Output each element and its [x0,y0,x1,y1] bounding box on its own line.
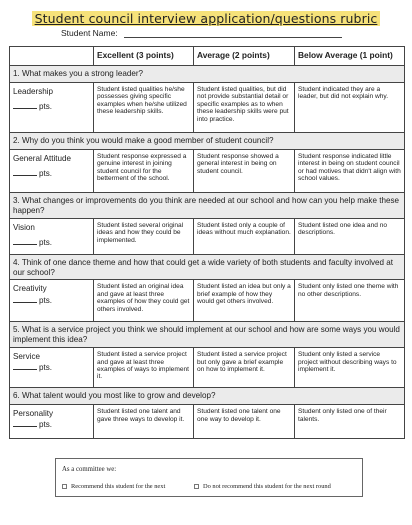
header-row [10,47,405,66]
points-blank [13,302,37,303]
below-average-cell: Student indicated they are a leader, but did not explain why. [295,83,405,133]
criterion-cell [10,405,94,439]
question-text: 5. What is a service project you think we should implement at our school and how are some ways you would implement this idea? [10,322,405,348]
criterion-label: Creativity [13,284,47,294]
points-label: pts. [39,102,53,112]
points-blank [13,244,37,245]
below-average-cell: Student listed one idea and no descriptions. [295,218,405,254]
excellent-cell: Student listed several original ideas and how they could be implemented. [94,218,194,254]
points-label: pts. [39,169,53,179]
average-cell: Student listed an idea but only a brief example of how they would get others involved. [194,280,295,322]
header-excellent: Excellent (3 points) [94,47,194,66]
title-wrap [0,10,412,28]
points-label: pts. [39,363,53,373]
recommend-label: Recommend this student for the next [71,483,166,490]
points-label: pts. [39,420,53,430]
question-row [10,254,405,280]
criterion-label: Leadership [13,87,54,96]
criterion-cell [10,280,94,322]
excellent-cell: Student listed an original idea and gave at least three examples of how they could get others involved. [94,280,194,322]
not-recommend-option[interactable] [194,483,331,490]
student-name-line [124,29,342,38]
page-title: Student council interview application/questions rubric [32,11,381,26]
question-text: 2. Why do you think you would make a good member of student council? [10,133,405,150]
excellent-cell: Student listed qualities he/she possesses giving specific examples when he/she utilized these leadership skills. [94,83,194,133]
question-row [10,66,405,83]
question-row [10,388,405,405]
below-average-cell: Student only listed one of their talents. [295,405,405,439]
committee-label: As a committee we: [62,466,117,473]
criterion-label: Personality [13,409,54,419]
question-text: 4. Think of one dance theme and how that could get a wide variety of both students and faculty involved at our school? [10,254,405,280]
excellent-cell: Student listed one talent and gave three ways to develop it. [94,405,194,439]
header-average: Average (2 points) [194,47,295,66]
criteria-row [10,280,405,322]
criterion-cell [10,348,94,388]
average-cell: Student listed a service project but only gave a brief example on how to implement it. [194,348,295,388]
rubric-table [9,46,405,439]
points-label: pts. [39,295,53,305]
points-blank [13,175,37,176]
criteria-row [10,348,405,388]
question-text: 1. What makes you a strong leader? [10,66,405,83]
excellent-cell: Student listed a service project and gave at least three examples of ways to implement it. [94,348,194,388]
question-row [10,133,405,150]
criterion-cell [10,150,94,193]
criterion-cell [10,218,94,254]
header-below-average: Below Average (1 point) [295,47,405,66]
student-name-label: Student Name: [61,28,118,38]
average-cell: Student response showed a general interest in being on student council. [194,150,295,193]
not-recommend-checkbox[interactable] [194,484,199,489]
points-blank [13,426,37,427]
recommend-option[interactable] [62,483,165,490]
below-average-cell: Student response indicated little interest in being on student council or had motives that didn't align with school values. [295,150,405,193]
not-recommend-label: Do not recommend this student for the next round [203,483,331,490]
criterion-label: Vision [13,222,35,232]
question-row [10,193,405,219]
committee-decision-box [55,458,363,497]
average-cell: Student listed one talent one one way to develop it. [194,405,295,439]
average-cell: Student listed qualities, but did not provide substantial detail or specific examples as to when these leadership skills were put into practice. [194,83,295,133]
criterion-label: General Attitude [13,154,72,163]
question-text: 3. What changes or improvements do you think are needed at our school and how can you help make these happen? [10,193,405,219]
below-average-cell: Student only listed one theme with no other descriptions. [295,280,405,322]
criterion-cell [10,83,94,133]
recommend-checkbox[interactable] [62,484,67,489]
question-row [10,322,405,348]
student-name-field [61,28,342,38]
criteria-row [10,83,405,133]
points-blank [13,108,37,109]
points-blank [13,369,37,370]
excellent-cell: Student response expressed a genuine interest in joining student council for the betterment of the school. [94,150,194,193]
question-text: 6. What talent would you most like to grow and develop? [10,388,405,405]
header-empty [10,47,94,66]
criteria-row [10,405,405,439]
below-average-cell: Student only listed a service project without describing ways to implement it. [295,348,405,388]
criterion-label: Service [13,352,40,362]
criteria-row [10,150,405,193]
criteria-row [10,218,405,254]
average-cell: Student listed only a couple of ideas without much explanation. [194,218,295,254]
points-label: pts. [39,237,53,247]
